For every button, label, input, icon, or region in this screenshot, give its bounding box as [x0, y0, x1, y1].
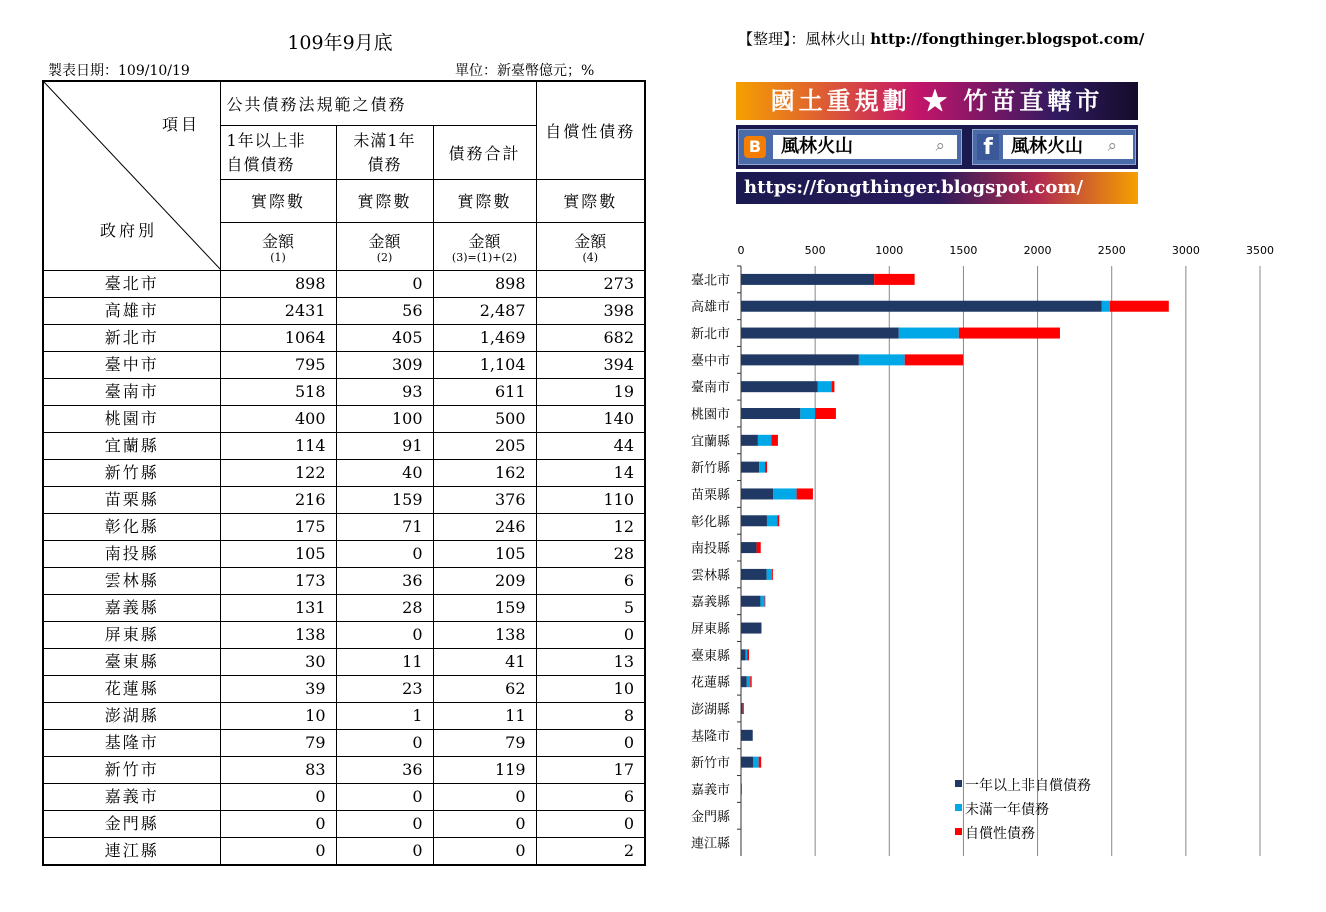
gov-name-cell: 苗栗縣: [43, 487, 220, 514]
blogger-icon: B: [744, 136, 766, 158]
amount-cell: 162: [433, 460, 536, 487]
gov-name-cell: 臺南市: [43, 379, 220, 406]
legend-label: 未滿一年債務: [965, 802, 1049, 818]
table-row: [43, 298, 645, 325]
amount-cell: 12: [536, 514, 645, 541]
amount-cell: 0: [433, 811, 536, 838]
amount-cell: 138: [220, 622, 336, 649]
gov-name-cell: 嘉義市: [43, 784, 220, 811]
amount-cell: 100: [336, 406, 433, 433]
y-category-label: 臺南市: [690, 380, 730, 396]
amount-cell: 19: [536, 379, 645, 406]
amount-cell: 1: [336, 703, 433, 730]
legend-swatch: [955, 780, 962, 787]
amount-cell: 0: [336, 730, 433, 757]
amount-label-1: 金額 (1): [220, 222, 336, 270]
amount-cell: 28: [536, 541, 645, 568]
y-category-label: 桃園市: [690, 407, 730, 423]
amount-cell: 11: [336, 649, 433, 676]
bar-segment: [759, 462, 765, 473]
gov-name-cell: 新竹市: [43, 757, 220, 784]
banner-social: [736, 125, 1138, 169]
bar-segment: [757, 542, 761, 553]
amount-cell: 11: [433, 703, 536, 730]
bar-segment: [818, 381, 832, 392]
x-tick-label: 3500: [1246, 244, 1274, 257]
amount-cell: 62: [433, 676, 536, 703]
amount-cell: 93: [336, 379, 433, 406]
bar-segment: [859, 354, 905, 365]
gov-name-cell: 南投縣: [43, 541, 220, 568]
amount-cell: 898: [433, 271, 536, 298]
bar-segment: [741, 542, 757, 553]
y-category-label: 新竹市: [690, 756, 730, 772]
bar-segment: [1101, 301, 1109, 312]
amount-cell: 36: [336, 757, 433, 784]
fb-search-box[interactable]: [972, 129, 1136, 165]
y-category-label: 宜蘭縣: [690, 434, 730, 450]
y-category-label: 臺東縣: [690, 648, 730, 664]
amount-cell: 246: [433, 514, 536, 541]
amount-cell: 209: [433, 568, 536, 595]
legend-swatch: [955, 828, 962, 835]
amount-cell: 0: [336, 784, 433, 811]
legend-label: 一年以上非自償債務: [965, 778, 1091, 794]
amount-cell: 309: [336, 352, 433, 379]
bar-segment: [747, 676, 750, 687]
bar-segment: [797, 488, 813, 499]
amount-cell: 205: [433, 433, 536, 460]
table-row: [43, 541, 645, 568]
bar-segment: [741, 730, 753, 741]
amount-cell: 0: [220, 838, 336, 866]
amount-label-2: 金額 (2): [336, 222, 433, 270]
x-tick-label: 1500: [949, 244, 978, 257]
bar-segment: [741, 623, 761, 634]
amount-cell: 611: [433, 379, 536, 406]
amount-cell: 138: [433, 622, 536, 649]
amount-cell: 0: [336, 838, 433, 866]
amount-cell: 0: [336, 811, 433, 838]
bar-segment: [741, 488, 773, 499]
col1-header: 1年以上非 自償債務: [220, 125, 336, 179]
y-category-label: 臺北市: [690, 273, 730, 289]
bar-segment: [741, 408, 800, 419]
amount-cell: 41: [433, 649, 536, 676]
unit-label: 單位：新臺幣億元；%: [455, 63, 595, 79]
amount-cell: 14: [536, 460, 645, 487]
amount-cell: 28: [336, 595, 433, 622]
y-category-label: 新竹縣: [690, 461, 730, 477]
col2-header: 未滿1年 債務: [336, 125, 433, 179]
amount-cell: 6: [536, 784, 645, 811]
search-icon: ⌕: [935, 136, 945, 156]
bar-segment: [777, 515, 779, 526]
amount-cell: 175: [220, 514, 336, 541]
y-category-label: 雲林縣: [690, 568, 730, 584]
amount-cell: 40: [336, 460, 433, 487]
bar-segment: [741, 783, 742, 794]
bar-segment: [1110, 301, 1169, 312]
gov-name-cell: 澎湖縣: [43, 703, 220, 730]
amount-cell: 105: [433, 541, 536, 568]
gov-name-cell: 新竹縣: [43, 460, 220, 487]
bar-segment: [765, 596, 766, 607]
amount-cell: 110: [536, 487, 645, 514]
bar-segment: [832, 381, 835, 392]
x-tick-label: 500: [804, 244, 826, 257]
bar-segment: [741, 569, 767, 580]
amount-cell: 0: [220, 784, 336, 811]
debt-table: [42, 80, 646, 866]
amount-cell: 114: [220, 433, 336, 460]
table-row: [43, 352, 645, 379]
y-category-label: 嘉義縣: [690, 595, 730, 611]
header-corner: [43, 81, 220, 271]
gov-name-cell: 高雄市: [43, 298, 220, 325]
banner-headline: 國土重規劃 ★ 竹苗直轄市: [736, 82, 1138, 120]
amount-cell: 0: [336, 541, 433, 568]
facebook-icon: f: [977, 134, 999, 160]
col4-header: 自償性債務: [536, 81, 645, 180]
debt-chart: [660, 236, 1290, 876]
bar-segment: [959, 328, 1060, 339]
amount-cell: 30: [220, 649, 336, 676]
diagonal-line: [44, 82, 221, 270]
bar-segment: [760, 596, 764, 607]
amount-cell: 44: [536, 433, 645, 460]
blog-name: 風林火山: [773, 135, 957, 159]
table-row: [43, 568, 645, 595]
amount-cell: 79: [433, 730, 536, 757]
bar-segment: [741, 435, 758, 446]
table-row: [43, 379, 645, 406]
y-category-label: 基隆市: [690, 729, 730, 745]
gov-name-cell: 桃園市: [43, 406, 220, 433]
bar-segment: [741, 274, 874, 285]
corner-item-label: 項目: [162, 115, 201, 134]
table-row: [43, 271, 645, 298]
credit-prefix: 【整理】：風林火山: [738, 30, 871, 48]
table-row: [43, 595, 645, 622]
bar-segment: [741, 649, 745, 660]
group-header: 公共債務法規範之債務: [220, 81, 536, 125]
table-row: [43, 649, 645, 676]
gov-name-cell: 臺東縣: [43, 649, 220, 676]
amount-cell: 1,104: [433, 352, 536, 379]
amount-cell: 400: [220, 406, 336, 433]
bar-segment: [741, 462, 759, 473]
bar-segment: [741, 757, 753, 768]
y-category-label: 金門縣: [690, 809, 730, 825]
amount-cell: 795: [220, 352, 336, 379]
banner-url[interactable]: https://fongthinger.blogspot.com/: [736, 172, 1138, 204]
bar-segment: [759, 757, 762, 768]
gov-name-cell: 臺中市: [43, 352, 220, 379]
gov-name-cell: 金門縣: [43, 811, 220, 838]
amount-cell: 56: [336, 298, 433, 325]
table-row: [43, 487, 645, 514]
table-row: [43, 622, 645, 649]
amount-cell: 1064: [220, 325, 336, 352]
amount-cell: 173: [220, 568, 336, 595]
amount-cell: 36: [336, 568, 433, 595]
actual-label-2: 實際數: [336, 180, 433, 222]
amount-cell: 518: [220, 379, 336, 406]
amount-cell: 131: [220, 595, 336, 622]
amount-cell: 405: [336, 325, 433, 352]
gov-name-cell: 雲林縣: [43, 568, 220, 595]
gov-name-cell: 宜蘭縣: [43, 433, 220, 460]
bar-segment: [741, 676, 747, 687]
table-row: [43, 406, 645, 433]
x-tick-label: 3000: [1171, 244, 1200, 257]
bar-segment: [741, 596, 760, 607]
y-category-label: 臺中市: [690, 353, 730, 369]
bar-segment: [741, 515, 767, 526]
gov-name-cell: 新北市: [43, 325, 220, 352]
gov-name-cell: 基隆市: [43, 730, 220, 757]
bar-segment: [750, 676, 751, 687]
y-category-label: 苗栗縣: [690, 487, 730, 503]
amount-cell: 376: [433, 487, 536, 514]
amount-cell: 2431: [220, 298, 336, 325]
bar-segment: [815, 408, 836, 419]
bar-segment: [899, 328, 959, 339]
y-category-label: 花蓮縣: [690, 675, 730, 691]
amount-cell: 140: [536, 406, 645, 433]
page-title: 109年9月底: [287, 32, 393, 54]
bar-segment: [773, 488, 797, 499]
fb-name: 風林火山: [1003, 135, 1133, 159]
table-row: [43, 811, 645, 838]
bar-segment: [747, 649, 749, 660]
table-row: [43, 676, 645, 703]
legend-label: 自償性債務: [965, 826, 1035, 842]
bar-segment: [741, 301, 1101, 312]
made-date: 製表日期：109/10/19: [48, 63, 190, 79]
amount-cell: 119: [433, 757, 536, 784]
bar-segment: [767, 515, 778, 526]
legend-swatch: [955, 804, 962, 811]
y-category-label: 高雄市: [690, 300, 730, 316]
amount-cell: 898: [220, 271, 336, 298]
amount-cell: 394: [536, 352, 645, 379]
amount-cell: 17: [536, 757, 645, 784]
credit-line: [738, 28, 1144, 49]
amount-cell: 10: [220, 703, 336, 730]
credit-url[interactable]: http://fongthinger.blogspot.com/: [870, 30, 1145, 48]
bar-segment: [874, 274, 914, 285]
table-row: [43, 514, 645, 541]
amount-cell: 23: [336, 676, 433, 703]
bar-segment: [745, 649, 747, 660]
gov-name-cell: 花蓮縣: [43, 676, 220, 703]
amount-cell: 10: [536, 676, 645, 703]
amount-cell: 1,469: [433, 325, 536, 352]
table-row: [43, 703, 645, 730]
y-category-label: 新北市: [690, 327, 730, 343]
amount-cell: 13: [536, 649, 645, 676]
bar-segment: [743, 703, 744, 714]
amount-cell: 5: [536, 595, 645, 622]
table-row: [43, 730, 645, 757]
amount-cell: 0: [433, 838, 536, 866]
y-category-label: 屏東縣: [690, 622, 730, 638]
search-icon-2: ⌕: [1107, 136, 1117, 156]
x-tick-label: 2500: [1097, 244, 1126, 257]
bar-segment: [771, 435, 778, 446]
amount-cell: 0: [536, 811, 645, 838]
gov-name-cell: 臺北市: [43, 271, 220, 298]
amount-cell: 273: [536, 271, 645, 298]
col3-header: 債務合計: [433, 125, 536, 179]
bar-segment: [758, 435, 771, 446]
amount-cell: 0: [433, 784, 536, 811]
gov-name-cell: 彰化縣: [43, 514, 220, 541]
amount-cell: 39: [220, 676, 336, 703]
y-category-label: 連江縣: [690, 836, 730, 852]
amount-cell: 0: [336, 271, 433, 298]
gov-name-cell: 連江縣: [43, 838, 220, 866]
bar-segment: [753, 757, 758, 768]
table-row: [43, 784, 645, 811]
bar-segment: [800, 408, 815, 419]
bar-segment: [741, 328, 899, 339]
table-row: [43, 433, 645, 460]
amount-cell: 159: [433, 595, 536, 622]
amount-cell: 216: [220, 487, 336, 514]
bar-segment: [767, 569, 772, 580]
y-category-label: 彰化縣: [690, 514, 730, 530]
actual-label-1: 實際數: [220, 180, 336, 222]
x-tick-label: 2000: [1023, 244, 1052, 257]
bar-segment: [741, 381, 818, 392]
amount-cell: 83: [220, 757, 336, 784]
amount-cell: 159: [336, 487, 433, 514]
table-row: [43, 460, 645, 487]
amount-cell: 122: [220, 460, 336, 487]
amount-cell: 0: [536, 730, 645, 757]
amount-cell: 0: [336, 622, 433, 649]
amount-cell: 398: [536, 298, 645, 325]
amount-cell: 682: [536, 325, 645, 352]
amount-cell: 91: [336, 433, 433, 460]
bar-segment: [741, 703, 742, 714]
gov-name-cell: 屏東縣: [43, 622, 220, 649]
x-tick-label: 0: [737, 244, 745, 257]
amount-label-3: 金額 (3)=(1)+(2): [433, 222, 536, 270]
x-tick-label: 1000: [875, 244, 904, 257]
amount-cell: 2,487: [433, 298, 536, 325]
amount-cell: 105: [220, 541, 336, 568]
amount-cell: 2: [536, 838, 645, 866]
amount-cell: 500: [433, 406, 536, 433]
amount-label-4: 金額 (4): [536, 222, 645, 270]
table-row: [43, 757, 645, 784]
bar-segment: [905, 354, 963, 365]
amount-cell: 0: [220, 811, 336, 838]
blog-search-box[interactable]: [738, 129, 962, 165]
table-row: [43, 838, 645, 866]
gov-name-cell: 嘉義縣: [43, 595, 220, 622]
amount-cell: 0: [536, 622, 645, 649]
y-category-label: 嘉義市: [690, 782, 730, 798]
amount-cell: 71: [336, 514, 433, 541]
bar-segment: [772, 569, 773, 580]
y-category-label: 南投縣: [690, 541, 730, 557]
actual-label-3: 實際數: [433, 180, 536, 222]
y-category-label: 澎湖縣: [690, 702, 730, 718]
amount-cell: 8: [536, 703, 645, 730]
amount-cell: 6: [536, 568, 645, 595]
bar-segment: [741, 354, 859, 365]
corner-gov-label: 政府別: [100, 221, 158, 240]
amount-cell: 79: [220, 730, 336, 757]
actual-label-4: 實際數: [536, 180, 645, 222]
bar-segment: [765, 462, 767, 473]
table-row: [43, 325, 645, 352]
